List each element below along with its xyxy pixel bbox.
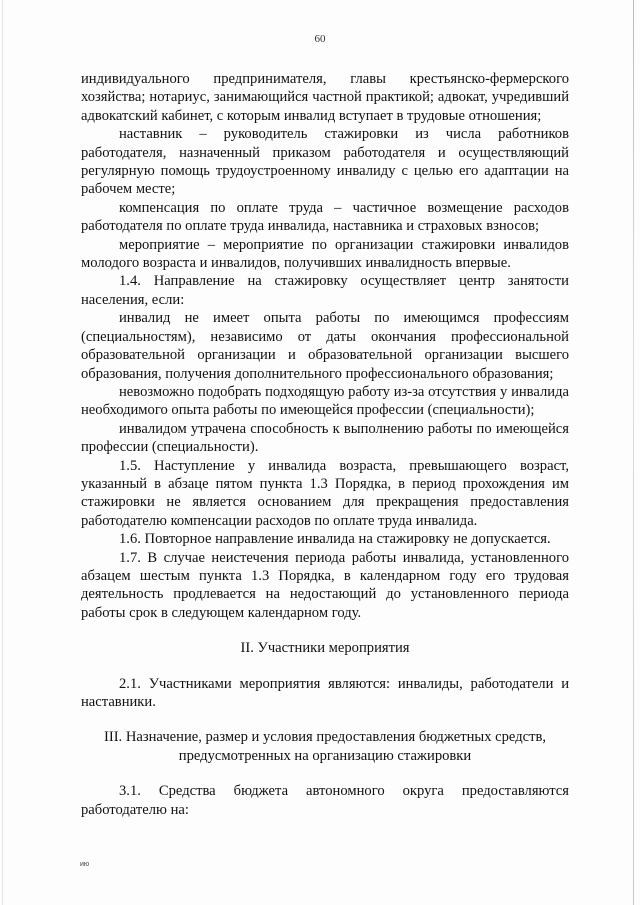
paragraph: компенсация по оплате труда – частичное возмещение расходов работодателя по оплате труда инвалида, наставника и страховых взносов;	[81, 199, 569, 235]
paragraph: 1.5. Наступление у инвалида возраста, превышающего возраст, указанный в абзаце пятом пункта 1.3 Порядка, в период прохождения им стажировки не является основанием для прекращения предоставления работодателю компенсации расходов по оплате труда инвалида.	[81, 457, 569, 529]
paragraph: 1.4. Направление на стажировку осуществляет центр занятости населения, если:	[81, 273, 569, 308]
paragraph: 1.7. В случае неистечения периода работы инвалида, установленного абзацем шестым пункта 1.3 Порядка, в календарном году его трудовая деятельность продлевается на недостающий до установленного периода работы срок в следующем календарном году.	[81, 549, 569, 621]
section-3-paragraph: 3.1. Средства бюджета автономного округа предоставляются работодателю на:	[81, 783, 569, 818]
paragraph: мероприятие – мероприятие по организации стажировки инвалидов молодого возраста и инвалидов, получивших инвалидность впервые.	[81, 236, 569, 272]
section-3-heading-line1: III. Назначение, размер и условия предоставления бюджетных средств,	[103, 729, 547, 746]
paragraph: инвалидом утрачена способность к выполнению работы по имеющейся профессии (специальности).	[81, 420, 569, 456]
paragraph: 1.6. Повторное направление инвалида на стажировку не допускается.	[119, 531, 551, 548]
page-number: 60	[314, 33, 326, 45]
paragraph: наставник – руководитель стажировки из числа работников работодателя, назначенный приказом работодателя и осуществляющий регулярную помощь трудоустроенному инвалиду с целью его адаптации на рабочем месте;	[81, 126, 569, 198]
scan-edge-left	[2, 0, 3, 905]
paragraph: невозможно подобрать подходящую работу из-за отсутствия у инвалида необходимого опыта работы по имеющейся профессии (специальности);	[81, 383, 569, 419]
paragraph: индивидуального предпринимателя, главы крестьянско-фермерского хозяйства; нотариус, занимающийся частной практикой; адвокат, учредивший адвокатский кабинет, с которым инвалид вступает в трудовые отношения;	[81, 71, 569, 124]
section-2-heading: II. Участники мероприятия	[240, 640, 410, 657]
document-body	[81, 70, 569, 819]
paragraph: инвалид не имеет опыта работы по имеющимся профессиям (специальностям), независимо от даты окончания профессиональной образовательной организации и образовательной организации высшего образования, получения дополнительного профессионального образования;	[81, 310, 569, 382]
section-2-paragraph: 2.1. Участниками мероприятия являются: инвалиды, работодатели и наставники.	[81, 675, 569, 710]
footer-mark: ию	[80, 861, 90, 868]
scan-edge-right	[633, 0, 634, 905]
section-3-heading	[81, 728, 569, 765]
section-3-heading-line2: предусмотренных на организацию стажировки	[178, 747, 472, 764]
